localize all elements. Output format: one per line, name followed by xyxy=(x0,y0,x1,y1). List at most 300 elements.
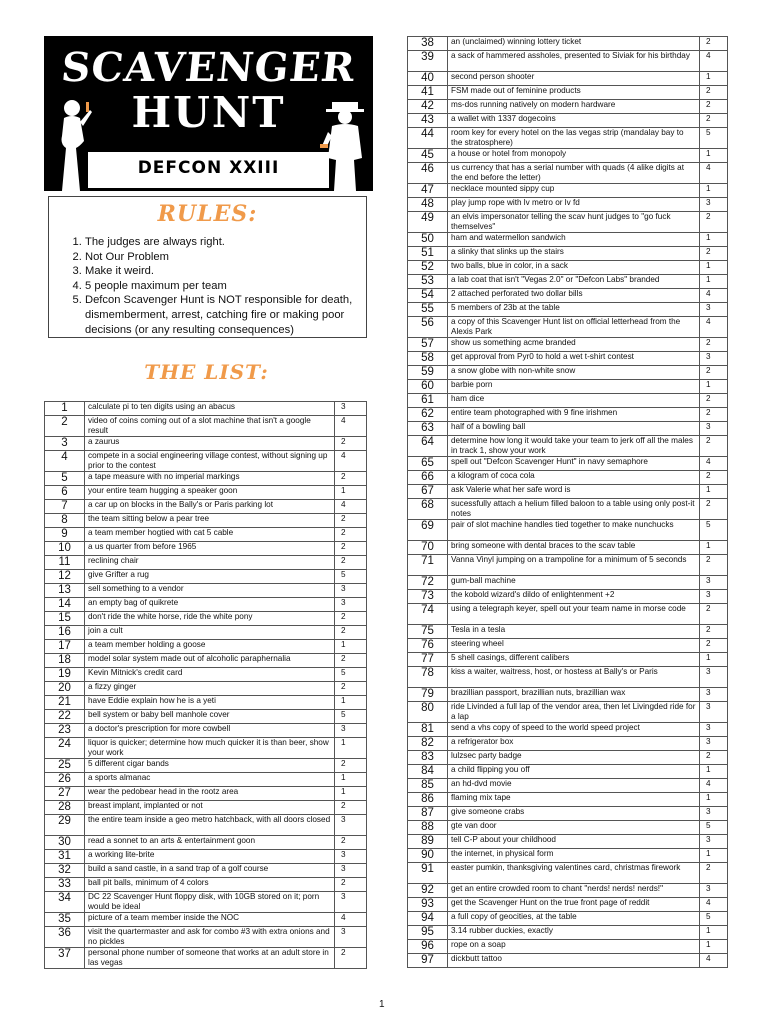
item-points: 1 xyxy=(700,184,728,198)
table-row xyxy=(45,738,367,759)
item-points: 1 xyxy=(700,653,728,667)
item-points: 2 xyxy=(700,86,728,100)
item-description: get the Scavenger Hunt on the true front page of reddit xyxy=(448,898,700,912)
item-number: 31 xyxy=(45,850,85,864)
item-points: 2 xyxy=(700,247,728,261)
item-description: get an entire crowded room to chant "nerds! nerds! nerds!" xyxy=(448,884,700,898)
item-number: 84 xyxy=(408,765,448,779)
item-description: a us quarter from before 1965 xyxy=(85,542,335,556)
item-description: the kobold wizard's dildo of enlightenment +2 xyxy=(448,590,700,604)
rule-item: 1. The judges are always right. xyxy=(85,235,365,250)
item-description: breast implant, implanted or not xyxy=(85,801,335,815)
item-number: 48 xyxy=(408,198,448,212)
table-row xyxy=(45,759,367,773)
item-number: 29 xyxy=(45,815,85,836)
item-number: 41 xyxy=(408,86,448,100)
item-description: play jump rope with lv metro or lv fd xyxy=(448,198,700,212)
table-row xyxy=(45,668,367,682)
item-points: 5 xyxy=(700,520,728,541)
item-number: 96 xyxy=(408,940,448,954)
item-points: 3 xyxy=(700,576,728,590)
item-number: 2 xyxy=(45,416,85,437)
item-description: sucessfully attach a helium filled baloon to a table using only post-it notes xyxy=(448,499,700,520)
item-number: 62 xyxy=(408,408,448,422)
item-number: 24 xyxy=(45,738,85,759)
item-number: 70 xyxy=(408,541,448,555)
table-row xyxy=(408,86,728,100)
item-number: 79 xyxy=(408,688,448,702)
item-points: 1 xyxy=(700,380,728,394)
table-row xyxy=(45,773,367,787)
page-number: 1 xyxy=(379,999,385,1010)
item-description: gum-ball machine xyxy=(448,576,700,590)
item-points: 3 xyxy=(700,422,728,436)
table-row xyxy=(408,653,728,667)
table-row xyxy=(45,570,367,584)
table-row xyxy=(408,317,728,338)
table-row xyxy=(45,892,367,913)
item-points: 2 xyxy=(335,626,367,640)
item-description: rope on a soap xyxy=(448,940,700,954)
item-description: sell something to a vendor xyxy=(85,584,335,598)
item-number: 43 xyxy=(408,114,448,128)
item-number: 80 xyxy=(408,702,448,723)
item-points: 1 xyxy=(700,275,728,289)
item-description: a slinky that slinks up the stairs xyxy=(448,247,700,261)
item-number: 75 xyxy=(408,625,448,639)
item-description: have Eddie explain how he is a yeti xyxy=(85,696,335,710)
item-points: 3 xyxy=(700,835,728,849)
item-points: 2 xyxy=(700,499,728,520)
item-description: Tesla in a tesla xyxy=(448,625,700,639)
item-description: ms-dos running natively on modern hardware xyxy=(448,100,700,114)
table-row xyxy=(408,380,728,394)
item-number: 59 xyxy=(408,366,448,380)
rule-item: 3. Make it weird. xyxy=(85,264,365,279)
item-number: 69 xyxy=(408,520,448,541)
table-row xyxy=(45,437,367,451)
item-number: 46 xyxy=(408,163,448,184)
item-number: 73 xyxy=(408,590,448,604)
item-number: 14 xyxy=(45,598,85,612)
rule-item: 2. Not Our Problem xyxy=(85,250,365,265)
table-row xyxy=(408,884,728,898)
item-points: 4 xyxy=(700,779,728,793)
item-number: 3 xyxy=(45,437,85,451)
list-table-left xyxy=(44,401,367,969)
item-description: second person shooter xyxy=(448,72,700,86)
item-description: give Grifter a rug xyxy=(85,570,335,584)
table-row xyxy=(408,835,728,849)
item-description: a kilogram of coca cola xyxy=(448,471,700,485)
item-description: wear the pedobear head in the rootz area xyxy=(85,787,335,801)
item-description: personal phone number of someone that works at an adult store in las vegas xyxy=(85,948,335,969)
item-points: 2 xyxy=(335,878,367,892)
item-description: compete in a social engineering village contest, without signing up prior to the contest xyxy=(85,451,335,472)
item-number: 13 xyxy=(45,584,85,598)
item-number: 28 xyxy=(45,801,85,815)
item-number: 10 xyxy=(45,542,85,556)
item-number: 15 xyxy=(45,612,85,626)
item-number: 97 xyxy=(408,954,448,968)
item-number: 4 xyxy=(45,451,85,472)
item-description: a lab coat that isn't "Vegas 2.0" or "Defcon Labs" branded xyxy=(448,275,700,289)
item-number: 22 xyxy=(45,710,85,724)
item-points: 2 xyxy=(335,556,367,570)
item-points: 2 xyxy=(700,555,728,576)
item-points: 5 xyxy=(335,570,367,584)
item-points: 2 xyxy=(700,863,728,884)
table-row xyxy=(408,275,728,289)
item-points: 4 xyxy=(700,898,728,912)
table-row xyxy=(408,289,728,303)
list-heading: THE LIST: xyxy=(144,360,269,384)
item-points: 2 xyxy=(700,212,728,233)
item-description: 2 attached perforated two dollar bills xyxy=(448,289,700,303)
item-description: liquor is quicker; determine how much quicker it is than beer, show your work xyxy=(85,738,335,759)
item-description: 5 members of 23b at the table xyxy=(448,303,700,317)
item-description: room key for every hotel on the las vegas strip (mandalay bay to the stratosphere) xyxy=(448,128,700,149)
table-row xyxy=(408,863,728,884)
item-description: an hd-dvd movie xyxy=(448,779,700,793)
table-row xyxy=(408,954,728,968)
item-number: 19 xyxy=(45,668,85,682)
table-row xyxy=(45,556,367,570)
item-description: a doctor's prescription for more cowbell xyxy=(85,724,335,738)
rule-item: 5. Defcon Scavenger Hunt is NOT responsible for death, dismemberment, arrest, catching fire or making poor decisions (or any resulting consequences) xyxy=(85,293,365,337)
item-points: 4 xyxy=(700,457,728,471)
item-points: 5 xyxy=(335,710,367,724)
table-row xyxy=(45,500,367,514)
banner-subtitle: HUNT xyxy=(131,88,286,137)
item-description: a child flipping you off xyxy=(448,765,700,779)
item-number: 91 xyxy=(408,863,448,884)
table-row xyxy=(45,927,367,948)
item-points: 3 xyxy=(700,667,728,688)
item-points: 3 xyxy=(700,352,728,366)
table-row xyxy=(408,541,728,555)
item-points: 1 xyxy=(700,541,728,555)
item-description: give someone crabs xyxy=(448,807,700,821)
item-number: 56 xyxy=(408,317,448,338)
table-row xyxy=(45,402,367,416)
item-points: 4 xyxy=(700,289,728,303)
item-points: 4 xyxy=(335,913,367,927)
table-row xyxy=(45,486,367,500)
item-number: 53 xyxy=(408,275,448,289)
item-number: 72 xyxy=(408,576,448,590)
item-description: ride Livinded a full lap of the vendor area, then let Livingded ride for a lap xyxy=(448,702,700,723)
item-points: 1 xyxy=(700,849,728,863)
item-points: 1 xyxy=(700,149,728,163)
item-number: 45 xyxy=(408,149,448,163)
item-points: 2 xyxy=(335,801,367,815)
item-number: 34 xyxy=(45,892,85,913)
table-row xyxy=(408,163,728,184)
rules-heading: RULES: xyxy=(157,201,258,227)
item-points: 2 xyxy=(335,612,367,626)
rules-list xyxy=(63,235,365,337)
table-row xyxy=(45,626,367,640)
item-points: 3 xyxy=(335,927,367,948)
item-description: send a vhs copy of speed to the world speed project xyxy=(448,723,700,737)
item-points: 2 xyxy=(335,759,367,773)
table-row xyxy=(408,408,728,422)
item-description: brazillian passport, brazillian nuts, brazillian wax xyxy=(448,688,700,702)
table-row xyxy=(408,303,728,317)
item-points: 4 xyxy=(700,163,728,184)
item-number: 5 xyxy=(45,472,85,486)
item-number: 54 xyxy=(408,289,448,303)
table-row xyxy=(408,149,728,163)
item-number: 90 xyxy=(408,849,448,863)
table-row xyxy=(408,198,728,212)
item-description: us currency that has a serial number with quads (4 alike digits at the end before the letter) xyxy=(448,163,700,184)
table-row xyxy=(408,485,728,499)
item-description: FSM made out of feminine products xyxy=(448,86,700,100)
table-row xyxy=(408,912,728,926)
item-number: 71 xyxy=(408,555,448,576)
table-row xyxy=(408,128,728,149)
item-points: 2 xyxy=(700,366,728,380)
item-number: 6 xyxy=(45,486,85,500)
item-description: two balls, blue in color, in a sack xyxy=(448,261,700,275)
item-description: Vanna Vinyl jumping on a trampoline for a minimum of 5 seconds xyxy=(448,555,700,576)
item-description: kiss a waiter, waitress, host, or hostess at Bally's or Paris xyxy=(448,667,700,688)
rules-box xyxy=(48,196,367,338)
man-silhouette-icon xyxy=(320,98,370,191)
item-number: 76 xyxy=(408,639,448,653)
table-row xyxy=(45,514,367,528)
item-points: 2 xyxy=(700,436,728,457)
table-row xyxy=(408,422,728,436)
item-number: 9 xyxy=(45,528,85,542)
table-row xyxy=(45,815,367,836)
item-description: necklace mounted sippy cup xyxy=(448,184,700,198)
item-number: 93 xyxy=(408,898,448,912)
item-description: show us something acme branded xyxy=(448,338,700,352)
item-number: 87 xyxy=(408,807,448,821)
item-description: a car up on blocks in the Bally's or Paris parking lot xyxy=(85,500,335,514)
banner-edition: DEFCON XXIII xyxy=(137,158,280,178)
table-row xyxy=(408,723,728,737)
item-number: 8 xyxy=(45,514,85,528)
table-row xyxy=(408,51,728,72)
table-row xyxy=(408,667,728,688)
table-row xyxy=(408,779,728,793)
item-number: 61 xyxy=(408,394,448,408)
table-row xyxy=(408,625,728,639)
table-row xyxy=(45,836,367,850)
item-number: 21 xyxy=(45,696,85,710)
item-description: a team member holding a goose xyxy=(85,640,335,654)
item-points: 3 xyxy=(700,737,728,751)
item-number: 86 xyxy=(408,793,448,807)
item-number: 37 xyxy=(45,948,85,969)
table-row xyxy=(408,366,728,380)
item-description: the internet, in physical form xyxy=(448,849,700,863)
item-description: determine how long it would take your team to jerk off all the males in track 1, show your work xyxy=(448,436,700,457)
item-number: 39 xyxy=(408,51,448,72)
table-row xyxy=(45,948,367,969)
item-description: barbie porn xyxy=(448,380,700,394)
item-points: 2 xyxy=(700,604,728,625)
item-number: 47 xyxy=(408,184,448,198)
item-number: 60 xyxy=(408,380,448,394)
table-row xyxy=(408,394,728,408)
item-number: 78 xyxy=(408,667,448,688)
item-description: the entire team inside a geo metro hatchback, with all doors closed xyxy=(85,815,335,836)
table-row xyxy=(408,639,728,653)
item-points: 1 xyxy=(335,787,367,801)
item-points: 1 xyxy=(335,696,367,710)
item-points: 1 xyxy=(700,485,728,499)
item-number: 11 xyxy=(45,556,85,570)
item-description: video of coins coming out of a slot machine that isn't a google result xyxy=(85,416,335,437)
item-description: pair of slot machine handles tied together to make nunchucks xyxy=(448,520,700,541)
table-row xyxy=(408,604,728,625)
table-row xyxy=(45,787,367,801)
item-description: the team sitting below a pear tree xyxy=(85,514,335,528)
item-description: a zaurus xyxy=(85,437,335,451)
item-description: build a sand castle, in a sand trap of a golf course xyxy=(85,864,335,878)
item-points: 1 xyxy=(335,773,367,787)
item-number: 52 xyxy=(408,261,448,275)
item-points: 1 xyxy=(700,765,728,779)
table-row xyxy=(408,555,728,576)
item-number: 58 xyxy=(408,352,448,366)
item-points: 2 xyxy=(700,625,728,639)
table-row xyxy=(408,471,728,485)
item-number: 38 xyxy=(408,37,448,51)
table-row xyxy=(45,913,367,927)
item-number: 18 xyxy=(45,654,85,668)
item-points: 2 xyxy=(700,639,728,653)
item-number: 89 xyxy=(408,835,448,849)
item-points: 4 xyxy=(335,500,367,514)
table-row xyxy=(408,702,728,723)
table-row xyxy=(45,640,367,654)
item-number: 27 xyxy=(45,787,85,801)
item-number: 74 xyxy=(408,604,448,625)
item-points: 4 xyxy=(700,317,728,338)
item-number: 40 xyxy=(408,72,448,86)
item-description: picture of a team member inside the NOC xyxy=(85,913,335,927)
item-points: 3 xyxy=(335,402,367,416)
item-description: ham and watermellon sandwich xyxy=(448,233,700,247)
item-points: 2 xyxy=(335,472,367,486)
item-points: 2 xyxy=(335,542,367,556)
item-number: 68 xyxy=(408,499,448,520)
item-description: a snow globe with non-white snow xyxy=(448,366,700,380)
table-row xyxy=(408,100,728,114)
item-number: 36 xyxy=(45,927,85,948)
table-row xyxy=(408,807,728,821)
item-description: model solar system made out of alcoholic paraphernalia xyxy=(85,654,335,668)
item-points: 5 xyxy=(335,668,367,682)
item-number: 42 xyxy=(408,100,448,114)
item-number: 30 xyxy=(45,836,85,850)
item-description: gte van door xyxy=(448,821,700,835)
item-description: your entire team hugging a speaker goon xyxy=(85,486,335,500)
item-number: 88 xyxy=(408,821,448,835)
item-number: 51 xyxy=(408,247,448,261)
item-description: a refrigerator box xyxy=(448,737,700,751)
item-description: ask Valerie what her safe word is xyxy=(448,485,700,499)
item-description: easter pumkin, thanksgiving valentines card, christmas firework xyxy=(448,863,700,884)
item-description: bring someone with dental braces to the scav table xyxy=(448,541,700,555)
item-number: 64 xyxy=(408,436,448,457)
item-description: a wallet with 1337 dogecoins xyxy=(448,114,700,128)
rule-item: 4. 5 people maximum per team xyxy=(85,279,365,294)
item-points: 2 xyxy=(335,437,367,451)
item-number: 33 xyxy=(45,878,85,892)
item-points: 1 xyxy=(335,738,367,759)
table-row xyxy=(408,352,728,366)
item-points: 3 xyxy=(335,724,367,738)
table-row xyxy=(408,765,728,779)
item-points: 2 xyxy=(335,514,367,528)
item-points: 2 xyxy=(335,836,367,850)
item-points: 1 xyxy=(700,233,728,247)
item-points: 2 xyxy=(700,37,728,51)
item-points: 3 xyxy=(335,864,367,878)
table-row xyxy=(408,793,728,807)
table-row xyxy=(45,416,367,437)
item-description: using a telegraph keyer, spell out your team name in morse code xyxy=(448,604,700,625)
item-description: don't ride the white horse, ride the white pony xyxy=(85,612,335,626)
table-row xyxy=(45,451,367,472)
list-table-right xyxy=(407,36,728,968)
table-row xyxy=(408,821,728,835)
item-description: a full copy of geocities, at the table xyxy=(448,912,700,926)
item-points: 2 xyxy=(700,471,728,485)
item-description: steering wheel xyxy=(448,639,700,653)
item-description: Kevin Mitnick's credit card xyxy=(85,668,335,682)
item-points: 2 xyxy=(700,114,728,128)
item-description: 5 different cigar bands xyxy=(85,759,335,773)
item-points: 3 xyxy=(335,815,367,836)
item-description: a sack of hammered assholes, presented to Siviak for his birthday xyxy=(448,51,700,72)
item-number: 67 xyxy=(408,485,448,499)
item-number: 7 xyxy=(45,500,85,514)
item-points: 1 xyxy=(700,940,728,954)
table-row xyxy=(45,472,367,486)
table-row xyxy=(45,598,367,612)
item-number: 26 xyxy=(45,773,85,787)
table-row xyxy=(408,940,728,954)
banner-title: SCAVENGER xyxy=(59,44,358,91)
table-row xyxy=(45,724,367,738)
item-description: half of a bowling ball xyxy=(448,422,700,436)
item-number: 85 xyxy=(408,779,448,793)
table-row xyxy=(45,710,367,724)
item-description: 3.14 rubber duckies, exactly xyxy=(448,926,700,940)
item-points: 5 xyxy=(700,128,728,149)
item-number: 49 xyxy=(408,212,448,233)
item-number: 23 xyxy=(45,724,85,738)
item-description: spell out "Defcon Scavenger Hunt" in navy semaphore xyxy=(448,457,700,471)
item-description: ham dice xyxy=(448,394,700,408)
item-description: dickbutt tattoo xyxy=(448,954,700,968)
table-row xyxy=(45,682,367,696)
item-description: flaming mix tape xyxy=(448,793,700,807)
table-row xyxy=(408,212,728,233)
item-number: 1 xyxy=(45,402,85,416)
table-row xyxy=(408,436,728,457)
item-points: 3 xyxy=(335,850,367,864)
table-row xyxy=(408,688,728,702)
